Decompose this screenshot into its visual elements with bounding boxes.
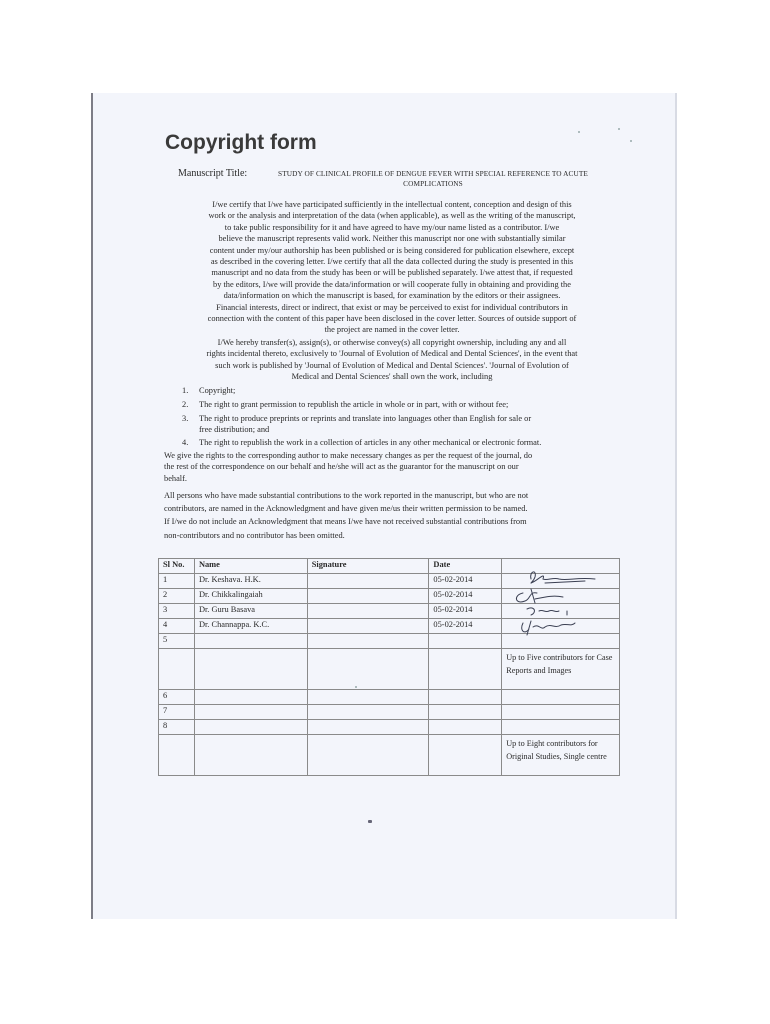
para-line: All persons who have made substantial contributions to the work reported in the manuscript, but who are not — [164, 491, 529, 500]
page-edge — [91, 93, 93, 919]
cell-name: Dr. Guru Basava — [194, 604, 307, 619]
cell-signature — [307, 619, 429, 634]
list-text: Copyright; — [199, 386, 236, 395]
cell-signature — [307, 735, 429, 776]
para-line: non-contributors and no contributor has been omitted. — [164, 530, 345, 540]
signature-4 — [522, 621, 575, 635]
cell-extra — [502, 705, 620, 720]
para-line: behalf. — [164, 473, 188, 483]
guarantor-paragraph — [164, 450, 624, 484]
cell-signature — [307, 574, 429, 589]
case-report-limit-note: Up to Five contributors for Case Reports and Images — [502, 649, 620, 690]
cell-signature — [307, 720, 429, 735]
transfer-paragraph — [162, 337, 622, 383]
para-line: contributors, are named in the Acknowledgment and have given me/us their written permission to be named. — [164, 504, 528, 514]
para-line: data/information on which the manuscript is based, for examination by the editors or their assignees. — [223, 291, 561, 301]
scan-speck — [618, 128, 620, 130]
scan-speck — [355, 686, 357, 688]
cell-date — [429, 720, 502, 735]
cell-extra — [502, 720, 620, 735]
table-row — [159, 705, 620, 720]
para-line: If I/we do not include an Acknowledgment that means I/we have not received substantial contributions from — [164, 517, 527, 527]
cell-no: 6 — [159, 690, 195, 705]
list-number: 3. — [182, 414, 189, 423]
header-sl-no: Sl No. — [159, 559, 195, 574]
rights-item-1 — [182, 385, 622, 397]
para-line: I/We hereby transfer(s), assign(s), or otherwise convey(s) all copyright ownership, including any and all — [217, 338, 567, 347]
signature-3 — [527, 608, 567, 615]
para-line: such work is published by 'Journal of Evolution of Medical and Dental Sciences'. 'Journal of Evolution of — [215, 360, 569, 370]
scan-speck — [578, 131, 580, 133]
cell-no — [159, 735, 195, 776]
cell-signature — [307, 705, 429, 720]
cell-no: 1 — [159, 574, 195, 589]
para-line: the project are named in the cover letter. — [324, 325, 460, 335]
scan-speck — [630, 140, 632, 142]
header-date: Date — [429, 559, 502, 574]
list-number: 2. — [182, 400, 189, 409]
header-signature: Signature — [307, 559, 429, 574]
table-row — [159, 690, 620, 705]
para-line: content under my/our authorship has been published or is being considered for publication elsewhere, except — [209, 245, 575, 255]
cell-no — [159, 649, 195, 690]
rights-item-3 — [182, 413, 622, 437]
table-row-note-eight — [159, 735, 620, 776]
rights-item-2 — [182, 399, 622, 411]
manuscript-title: STUDY OF CLINICAL PROFILE OF DENGUE FEVER WITH SPECIAL REFERENCE TO ACUTE COMPLICATIONS — [278, 169, 588, 188]
para-line: by the editors, I/we will provide the data/information or will cooperate fully in obtaining and providing the — [213, 279, 571, 289]
scan-speck — [368, 820, 372, 823]
cell-no: 2 — [159, 589, 195, 604]
cell-date — [429, 705, 502, 720]
para-line: believe the manuscript represents valid work. Neither this manuscript nor one with substantially similar — [218, 234, 566, 244]
cell-date: 05-02-2014 — [429, 604, 502, 619]
cell-name: Dr. Chikkalingaiah — [194, 589, 307, 604]
table-row-note-five — [159, 649, 620, 690]
list-text: The right to produce preprints or reprints and translate into languages other than English for sale or — [199, 414, 532, 423]
cell-name — [194, 690, 307, 705]
list-text: free distribution; and — [199, 425, 270, 434]
cell-name: Dr. Keshava. H.K. — [194, 574, 307, 589]
cell-extra — [502, 690, 620, 705]
cell-name: Dr. Channappa. K.C. — [194, 619, 307, 634]
list-number: 1. — [182, 386, 189, 395]
manuscript-title-label: Manuscript Title: — [178, 168, 248, 179]
certification-paragraph — [162, 199, 622, 336]
cell-name — [194, 720, 307, 735]
para-line: Financial interests, direct or indirect, that exist or may be perceived to exist for individual contributors in — [216, 302, 568, 312]
table-row — [159, 720, 620, 735]
list-text: The right to grant permission to republish the article in whole or in part, with or without fee; — [199, 400, 509, 409]
cell-signature — [307, 690, 429, 705]
cell-date: 05-02-2014 — [429, 619, 502, 634]
cell-signature — [307, 634, 429, 649]
cell-name — [194, 634, 307, 649]
list-number: 4. — [182, 438, 189, 447]
cell-no: 8 — [159, 720, 195, 735]
cell-date: 05-02-2014 — [429, 589, 502, 604]
cell-no: 4 — [159, 619, 195, 634]
header-name: Name — [194, 559, 307, 574]
para-line: to take public responsibility for it and have agreed to have my/our name listed as a contributor. I/we — [224, 222, 560, 232]
para-line: as described in the covering letter. I/we certify that all the data collected during the study is presented in this — [210, 257, 574, 267]
signature-2 — [516, 589, 563, 603]
cell-name — [194, 705, 307, 720]
cell-signature — [307, 649, 429, 690]
cell-date — [429, 634, 502, 649]
form-title: Copyright form — [165, 131, 317, 154]
para-line: I/we certify that I/we have participated sufficiently in the intellectual content, conception and design of this — [212, 200, 572, 209]
cell-name — [194, 735, 307, 776]
para-line: We give the rights to the corresponding author to make necessary changes as per the request of the journal, do — [164, 451, 533, 460]
cell-signature — [307, 604, 429, 619]
para-line: Medical and Dental Sciences' shall own the work, including — [291, 372, 493, 382]
list-text: The right to republish the work in a collection of articles in any other mechanical or electronic format. — [199, 438, 542, 447]
para-line: connection with the content of this paper have been disclosed in the cover letter. Sources of outside support of — [207, 314, 577, 324]
cell-no: 5 — [159, 634, 195, 649]
cell-date: 05-02-2014 — [429, 574, 502, 589]
signature-1 — [531, 572, 595, 583]
cell-date — [429, 735, 502, 776]
original-study-limit-note: Up to Eight contributors for Original Studies, Single centre — [502, 735, 620, 776]
handwritten-signatures — [505, 565, 615, 640]
cell-name — [194, 649, 307, 690]
para-line: rights incidental thereto, exclusively to 'Journal of Evolution of Medical and Dental Sciences', in the event that — [206, 349, 578, 359]
para-line: the rest of the correspondence on our behalf and he/she will act as the guarantor for the manuscript on our — [164, 462, 519, 472]
acknowledgment-paragraph — [164, 489, 624, 542]
rights-item-4 — [182, 437, 622, 449]
para-line: work or the analysis and interpretation of the data (when applicable), as well as the writing of the manuscript, — [208, 211, 576, 221]
cell-signature — [307, 589, 429, 604]
cell-no: 7 — [159, 705, 195, 720]
cell-date — [429, 690, 502, 705]
cell-no: 3 — [159, 604, 195, 619]
para-line: manuscript and no data from the study has been or will be published separately. I/we attest that, if requested — [211, 268, 573, 278]
cell-date — [429, 649, 502, 690]
